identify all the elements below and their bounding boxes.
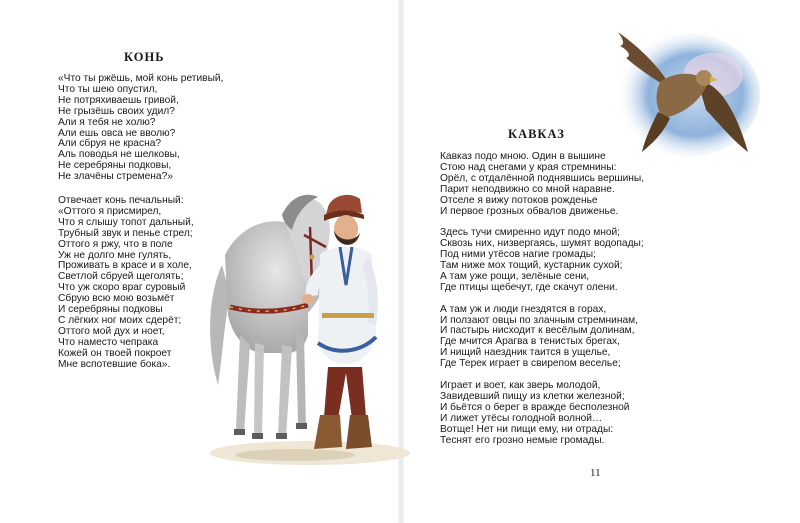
poem-line: Али сбруя не красна? <box>58 138 162 150</box>
poem-title-kon: КОНЬ <box>124 50 165 64</box>
poem-line: Орёл, с отдалённой поднявшись вершины, <box>440 172 645 184</box>
poem-kavkaz-stanza-2 <box>440 228 644 293</box>
poem-line: «Что ты ржёшь, мой конь ретивый, <box>58 73 224 84</box>
poem-line: Стою над снегами у края стремнины: <box>440 161 617 173</box>
poem-line: Не злачёны стремена?» <box>58 171 173 183</box>
poem-line: Не потряхиваешь гривой, <box>58 94 179 106</box>
poem-line: Аль поводья не шелковы, <box>58 149 180 161</box>
poem-kon-stanza-1 <box>58 74 223 183</box>
poem-line: Парит неподвижно со мной наравне. <box>440 183 615 195</box>
poem-line: Светлой сбруей щеголять; <box>58 271 184 283</box>
poem-line: Оттого мой дух и ноет, <box>58 325 165 337</box>
poem-line: И нищий наездник таится в ущелье, <box>440 347 611 359</box>
poem-line: И ползают овцы по злачным стремнинам, <box>440 314 638 326</box>
poem-line: Вотще! Нет ни пищи ему, ни отрады: <box>440 423 614 435</box>
poem-line: И серебряны подковы <box>58 304 163 316</box>
poem-line: Не грызёшь своих удил? <box>58 105 175 117</box>
poem-line: И пастырь нисходит к весёлым долинам, <box>440 325 635 337</box>
poem-line: Играет и воет, как зверь молодой, <box>440 379 601 391</box>
poem-line: Где мчится Арагва в тенистых брегах, <box>440 336 620 348</box>
poem-line: Трубный звук и пенье стрел; <box>58 227 193 239</box>
poem-line: Али я тебя не холю? <box>58 116 156 128</box>
poem-line: Не серебряны подковы, <box>58 160 172 172</box>
page-number: 11 <box>590 467 601 479</box>
poem-line: Где птицы щебечут, где скачут олени. <box>440 281 618 293</box>
poem-line: Что наместо чепрака <box>58 336 159 348</box>
poem-kon-stanza-2 <box>58 196 194 371</box>
poem-line: Сквозь них, низвергаясь, шумят водопады; <box>440 238 644 250</box>
poem-line: «Оттого я присмирел, <box>58 205 162 217</box>
eagle-illustration <box>598 20 763 170</box>
poem-line: Отвечает конь печальный: <box>58 195 184 206</box>
poem-line: Под ними утёсов нагие громады; <box>440 249 596 261</box>
poem-title-kavkaz: КАВКАЗ <box>508 127 565 141</box>
poem-line: Где Терек играет в свирепом веселье; <box>440 358 621 370</box>
poem-line: Проживать в красе и в холе, <box>58 260 192 272</box>
poem-kavkaz <box>440 152 644 446</box>
poem-line: Завидевший пищу из клетки железной; <box>440 390 625 402</box>
poem-line: И лижет утёсы голодной волной… <box>440 412 603 424</box>
poem-line: Уж не долго мне гулять, <box>58 249 172 261</box>
poem-line: Сбрую всю мою возьмёт <box>58 293 175 305</box>
poem-line: Оттого я ржу, что в поле <box>58 238 173 250</box>
poem-line: И бьётся о берег в вражде бесполезной <box>440 401 630 413</box>
poem-line: Что ты шею опустил, <box>58 83 158 95</box>
poem-line: Отселе я вижу потоков рожденье <box>440 194 598 206</box>
poem-line: Что уж скоро враг суровый <box>58 282 186 294</box>
poem-line: Мне вспотевшие бока». <box>58 358 171 370</box>
poem-kavkaz-stanza-3 <box>440 305 644 370</box>
poem-line: И первое грозных обвалов движенье. <box>440 205 619 217</box>
poem-line: С лёгких ног моих сдерёт; <box>58 314 182 326</box>
poem-line: Там ниже мох тощий, кустарник сухой; <box>440 260 623 272</box>
poem-line: А там уже рощи, зелёные сени, <box>440 270 590 282</box>
poem-kavkaz-stanza-4 <box>440 381 644 446</box>
poem-line: Здесь тучи смиренно идут подо мной; <box>440 227 621 239</box>
poem-line: А там уж и люди гнездятся в горах, <box>440 303 607 315</box>
poem-line: Теснят его грозно немые громады. <box>440 434 605 446</box>
poem-line: Что я слышу топот дальный, <box>58 216 194 228</box>
poem-line: Кавказ подо мною. Один в вышине <box>440 151 606 162</box>
poem-kavkaz-stanza-1 <box>440 152 644 217</box>
horse-and-man-illustration <box>200 185 415 475</box>
poem-line: Али ешь овса не вволю? <box>58 127 176 139</box>
poem-line: Кожей он твоей покроет <box>58 347 172 359</box>
